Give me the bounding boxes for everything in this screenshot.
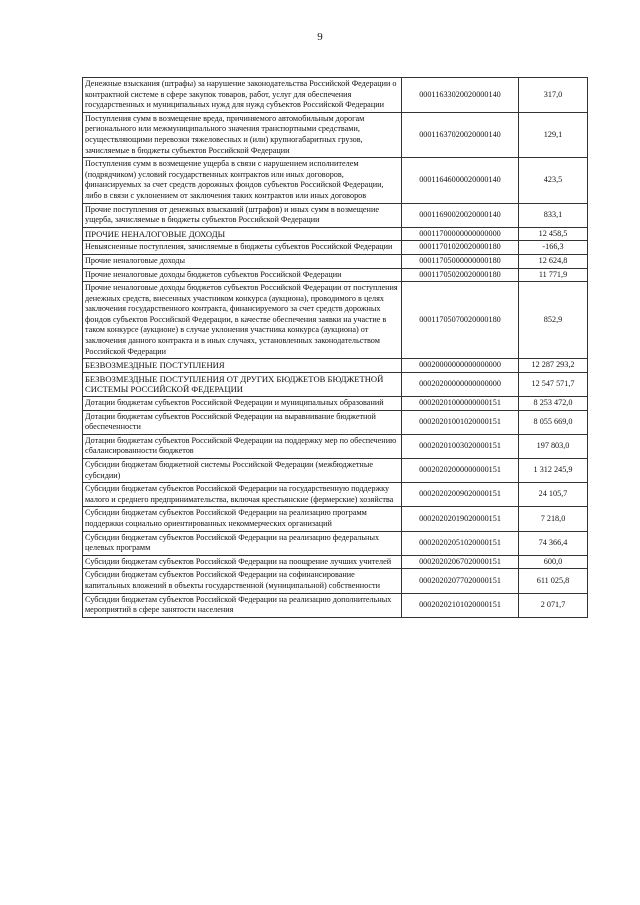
- table-row: [83, 241, 588, 255]
- section-row: [83, 359, 588, 373]
- table-row: [83, 397, 588, 411]
- revenue-table: [82, 77, 588, 618]
- row-name-cell: Невыясненные поступления, зачисляемые в бюджеты субъектов Российской Федерации: [83, 241, 402, 255]
- row-amount-cell: 423,5: [519, 158, 588, 203]
- revenue-table-body: [83, 78, 588, 618]
- row-code-cell: 00020202000000000151: [402, 459, 519, 483]
- row-amount-cell: 1 312 245,9: [519, 459, 588, 483]
- row-name-cell: Субсидии бюджетам субъектов Российской Федерации на реализацию программ поддержки социально ориентированных некоммерческих организаций: [83, 507, 402, 531]
- row-name-cell: БЕЗВОЗМЕЗДНЫЕ ПОСТУПЛЕНИЯ ОТ ДРУГИХ БЮДЖЕТОВ БЮДЖЕТНОЙ СИСТЕМЫ РОССИЙСКОЙ ФЕДЕРАЦИИ: [83, 372, 402, 396]
- row-name-cell: Поступления сумм в возмещение вреда, причиняемого автомобильным дорогам регионального или межмуниципального значения транспортными средствами, осуществляющими перевозки тяжеловесных и (или) крупногабаритных грузов, зачисляемые в бюджеты субъектов Российской Федерации: [83, 112, 402, 157]
- table-row: [83, 593, 588, 617]
- row-code-cell: 00020202077020000151: [402, 569, 519, 593]
- table-row: [83, 158, 588, 203]
- row-code-cell: 00011700000000000000: [402, 227, 519, 241]
- row-code-cell: 00011701020020000180: [402, 241, 519, 255]
- row-name-cell: Денежные взыскания (штрафы) за нарушение законодательства Российской Федерации о контрактной системе в сфере закупок товаров, работ, услуг для обеспечения государственных и муниципальных нужд для нужд субъектов Российской Федерации: [83, 78, 402, 113]
- table-row: [83, 507, 588, 531]
- row-amount-cell: 317,0: [519, 78, 588, 113]
- row-amount-cell: 600,0: [519, 555, 588, 569]
- table-row: [83, 78, 588, 113]
- row-name-cell: Субсидии бюджетам субъектов Российской Федерации на реализацию дополнительных мероприятий в сфере занятости населения: [83, 593, 402, 617]
- row-amount-cell: 852,9: [519, 282, 588, 359]
- row-code-cell: 00020202051020000151: [402, 531, 519, 555]
- row-amount-cell: 12 458,5: [519, 227, 588, 241]
- row-name-cell: Дотации бюджетам субъектов Российской Федерации на выравнивание бюджетной обеспеченности: [83, 410, 402, 434]
- row-code-cell: 00011705000000000180: [402, 254, 519, 268]
- row-name-cell: Субсидии бюджетам субъектов Российской Федерации на реализацию федеральных целевых программ: [83, 531, 402, 555]
- row-name-cell: Прочие поступления от денежных взысканий (штрафов) и иных сумм в возмещение ущерба, зачисляемые в бюджеты субъектов Российской Федерации: [83, 203, 402, 227]
- section-row: [83, 372, 588, 396]
- row-name-cell: Прочие неналоговые доходы бюджетов субъектов Российской Федерации: [83, 268, 402, 282]
- table-row: [83, 531, 588, 555]
- row-amount-cell: 129,1: [519, 112, 588, 157]
- table-row: [83, 459, 588, 483]
- table-row: [83, 112, 588, 157]
- row-code-cell: 00020202009020000151: [402, 483, 519, 507]
- row-code-cell: 00020202019020000151: [402, 507, 519, 531]
- row-amount-cell: 74 366,4: [519, 531, 588, 555]
- row-amount-cell: 2 071,7: [519, 593, 588, 617]
- row-amount-cell: 8 055 669,0: [519, 410, 588, 434]
- row-code-cell: 00020000000000000000: [402, 359, 519, 373]
- row-name-cell: Поступления сумм в возмещение ущерба в связи с нарушением исполнителем (подрядчиком) условий государственных контрактов или иных договоров, финансируемых за счет средств дорожных фондов субъектов Российской Федерации, либо в связи с уклонением от заключения таких контрактов или иных договоров: [83, 158, 402, 203]
- row-amount-cell: 11 771,9: [519, 268, 588, 282]
- row-code-cell: 00011690020020000140: [402, 203, 519, 227]
- row-amount-cell: -166,3: [519, 241, 588, 255]
- row-code-cell: 00011633020020000140: [402, 78, 519, 113]
- row-amount-cell: 7 218,0: [519, 507, 588, 531]
- table-row: [83, 282, 588, 359]
- row-amount-cell: 8 253 472,0: [519, 397, 588, 411]
- row-code-cell: 00020201001020000151: [402, 410, 519, 434]
- row-amount-cell: 833,1: [519, 203, 588, 227]
- row-code-cell: 00020202067020000151: [402, 555, 519, 569]
- row-amount-cell: 12 547 571,7: [519, 372, 588, 396]
- row-name-cell: Дотации бюджетам субъектов Российской Федерации на поддержку мер по обеспечению сбалансированности бюджетов: [83, 434, 402, 458]
- row-code-cell: 00011637020020000140: [402, 112, 519, 157]
- row-name-cell: Субсидии бюджетам бюджетной системы Российской Федерации (межбюджетные субсидии): [83, 459, 402, 483]
- table-row: [83, 268, 588, 282]
- table-row: [83, 555, 588, 569]
- section-row: [83, 227, 588, 241]
- row-name-cell: Субсидии бюджетам субъектов Российской Федерации на софинансирование капитальных вложений в объекты государственной (муниципальной) собственности: [83, 569, 402, 593]
- row-code-cell: 00020200000000000000: [402, 372, 519, 396]
- row-code-cell: 00011646000020000140: [402, 158, 519, 203]
- row-code-cell: 00020202101020000151: [402, 593, 519, 617]
- table-row: [83, 483, 588, 507]
- table-row: [83, 569, 588, 593]
- row-name-cell: Дотации бюджетам субъектов Российской Федерации и муниципальных образований: [83, 397, 402, 411]
- row-amount-cell: 197 803,0: [519, 434, 588, 458]
- row-code-cell: 00011705020020000180: [402, 268, 519, 282]
- row-amount-cell: 611 025,8: [519, 569, 588, 593]
- row-name-cell: Субсидии бюджетам субъектов Российской Федерации на поощрение лучших учителей: [83, 555, 402, 569]
- row-code-cell: 00020201000000000151: [402, 397, 519, 411]
- row-code-cell: 00011705070020000180: [402, 282, 519, 359]
- row-code-cell: 00020201003020000151: [402, 434, 519, 458]
- page-number: 9: [317, 31, 323, 43]
- row-name-cell: ПРОЧИЕ НЕНАЛОГОВЫЕ ДОХОДЫ: [83, 227, 402, 241]
- row-name-cell: БЕЗВОЗМЕЗДНЫЕ ПОСТУПЛЕНИЯ: [83, 359, 402, 373]
- row-amount-cell: 12 287 293,2: [519, 359, 588, 373]
- table-row: [83, 410, 588, 434]
- table-row: [83, 434, 588, 458]
- row-name-cell: Прочие неналоговые доходы бюджетов субъектов Российской Федерации от поступления денежных средств, внесенных участником конкурса (аукциона), проводимого в целях заключения государственного контракта, финансируемого за счет средств дорожных фондов субъектов Российской Федерации, в качестве обеспечения заявки на участие в таком конкурсе (аукционе) в случае уклонения участника конкурса (аукциона) от заключения данного контракта и в иных случаях, установленных законодательством Российской Федерации: [83, 282, 402, 359]
- row-name-cell: Субсидии бюджетам субъектов Российской Федерации на государственную поддержку малого и среднего предпринимательства, включая крестьянские (фермерские) хозяйства: [83, 483, 402, 507]
- row-amount-cell: 12 624,8: [519, 254, 588, 268]
- table-row: [83, 254, 588, 268]
- row-amount-cell: 24 105,7: [519, 483, 588, 507]
- table-row: [83, 203, 588, 227]
- row-name-cell: Прочие неналоговые доходы: [83, 254, 402, 268]
